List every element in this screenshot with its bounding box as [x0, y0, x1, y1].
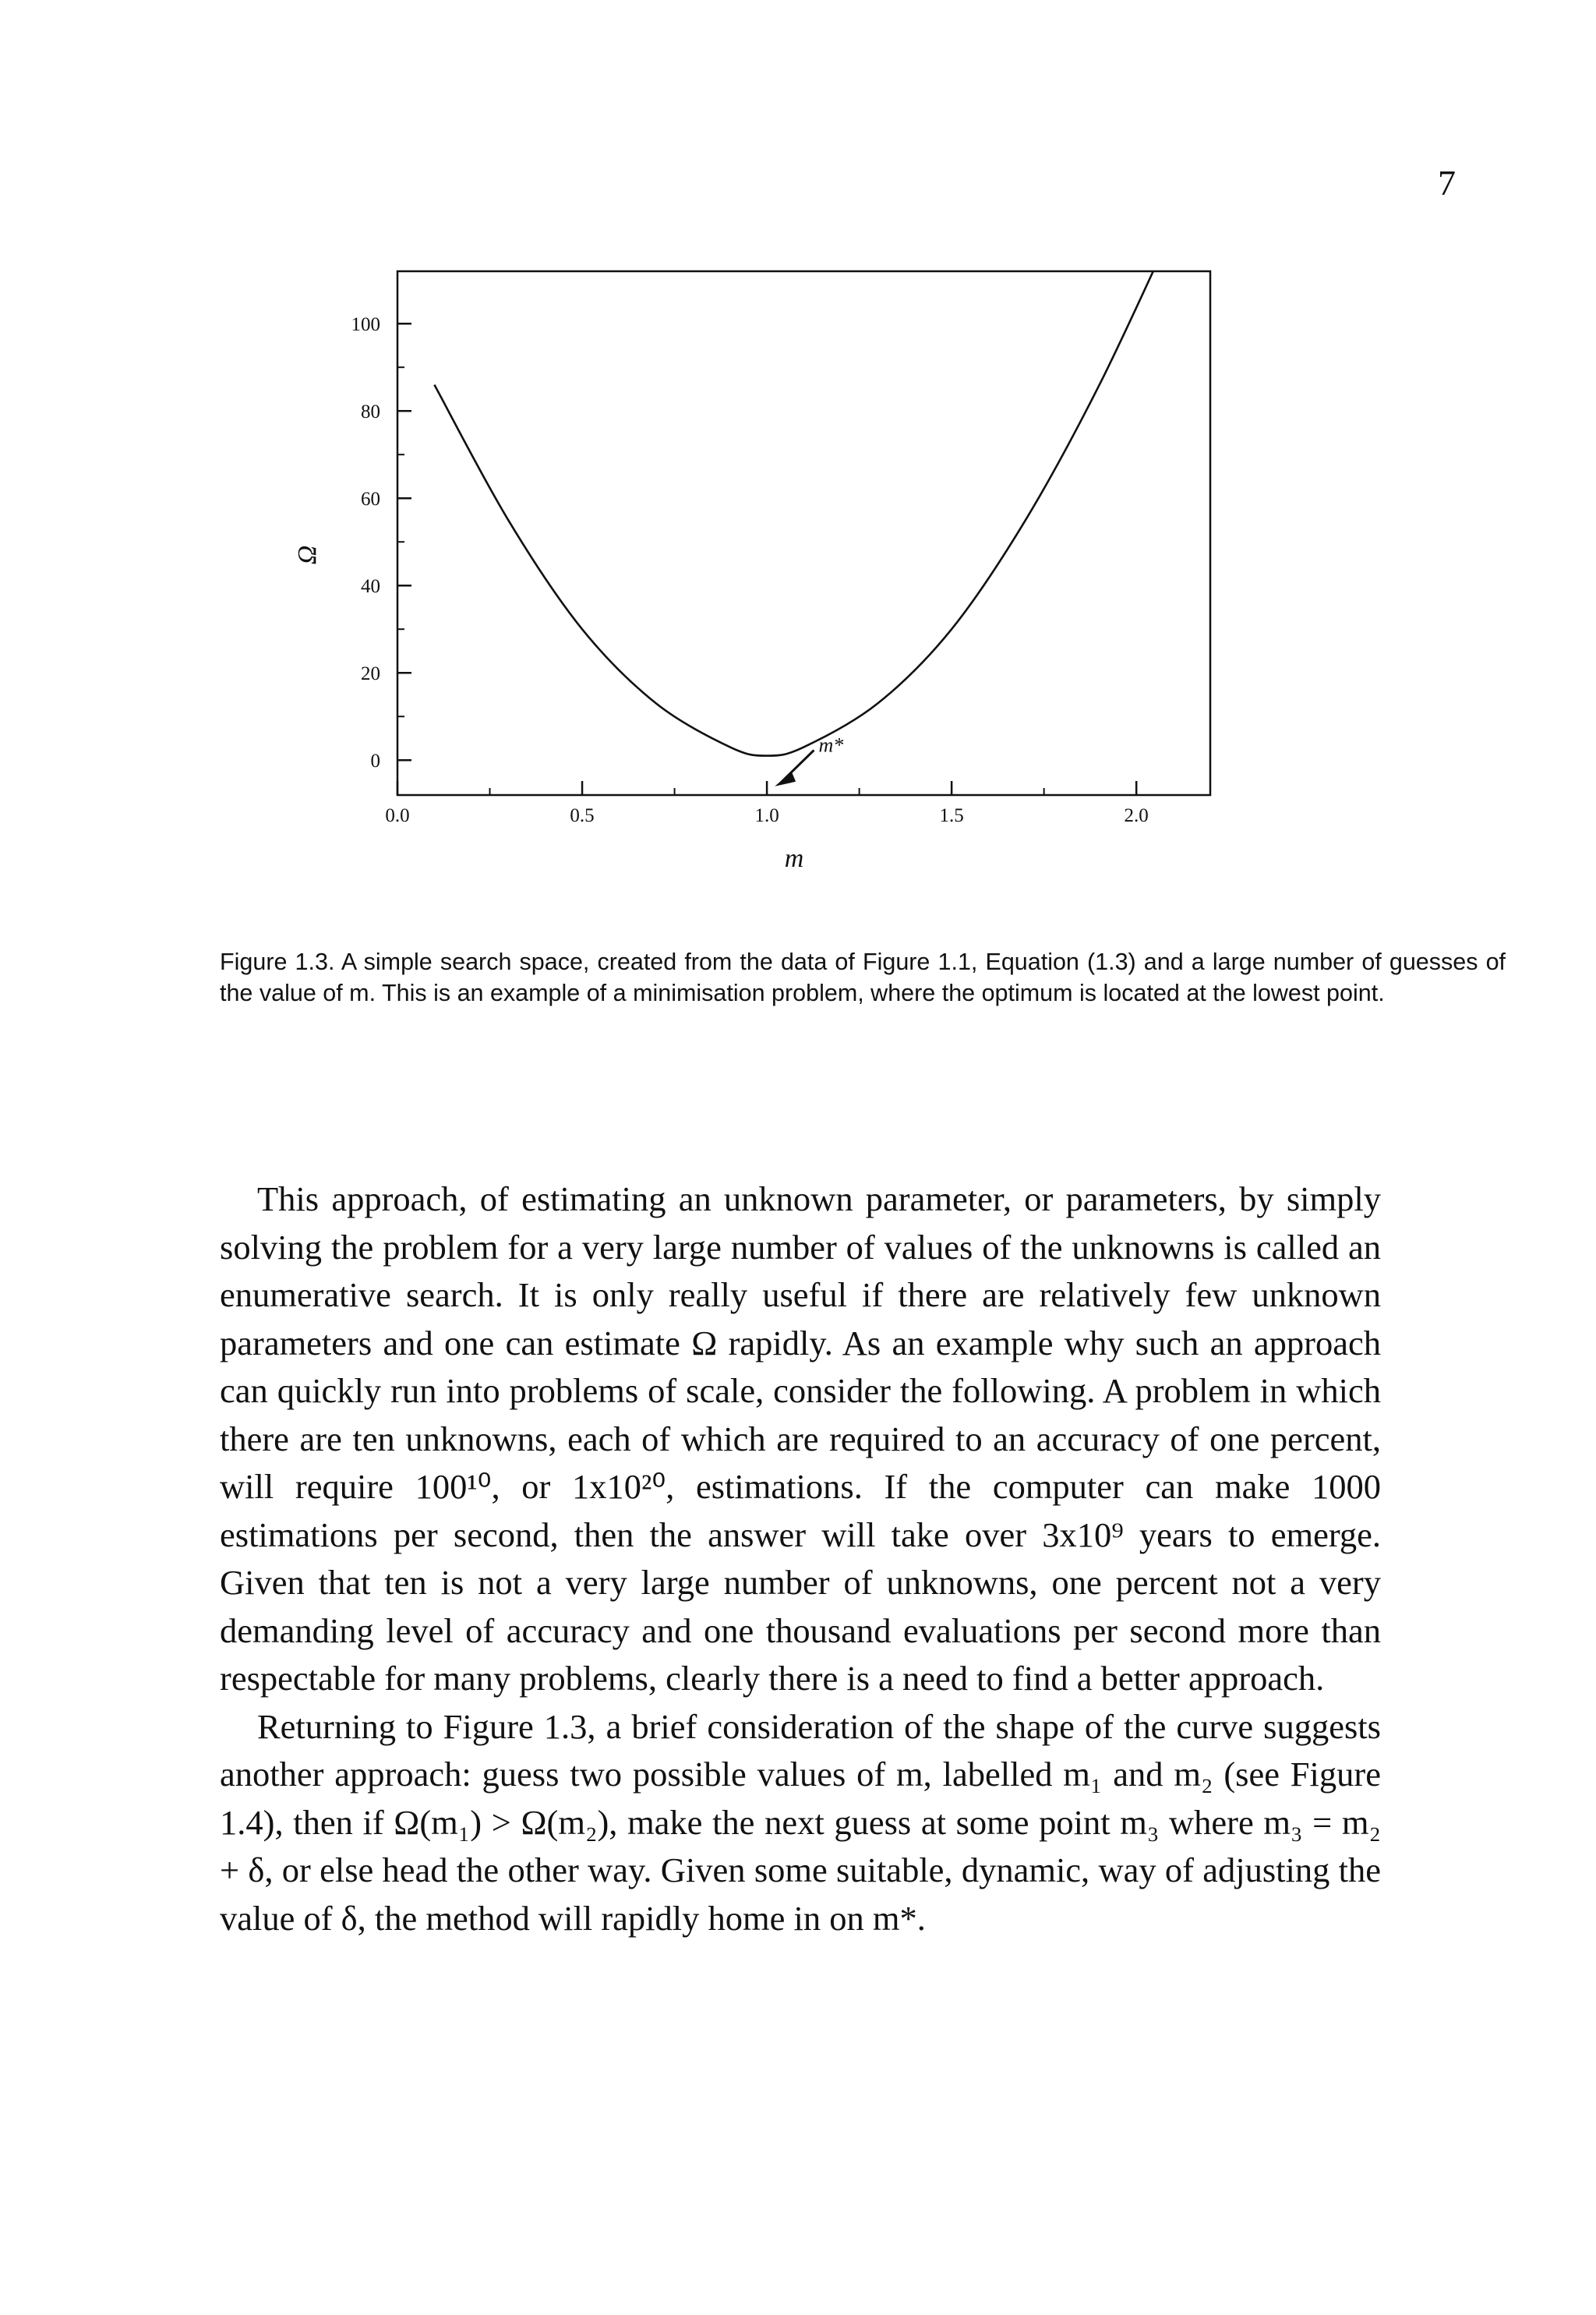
y-tick-label: 100 [351, 314, 380, 336]
y-tick-label: 80 [361, 401, 380, 423]
annotation-arrowhead [775, 772, 796, 786]
chart-marks [434, 228, 1173, 786]
x-axis-label: m [784, 844, 804, 873]
y-tick-label: 0 [370, 751, 380, 772]
x-tick-label: 2.0 [1124, 805, 1149, 826]
page-number: 7 [1438, 163, 1456, 203]
paragraph-1: This approach, of estimating an unknown parameter, or parameters, by simply solving the problem for a very large number of values of the unknowns is called an enumerative search. It is only really useful if there are relatively few unknown parameters and one can estimate Ω rapidly. As an example why such an approach can quickly run into problems of scale, consider the following. A problem in which there are ten unknowns, each of which are required to an accuracy of one percent, will require 100¹⁰, or 1x10²⁰, estimations. If the computer can make 1000 estimations per second, then the answer will take over 3x10⁹ years to emerge. Given that ten is not a very large number of unknowns, one percent not a very demanding level of accuracy and one thousand evaluations per second more than respectable for many problems, clearly there is a need to find a better approach. [220, 1179, 1381, 1698]
y-axis-label: Ω [293, 545, 322, 565]
plot-frame [397, 271, 1210, 795]
chart-axes [351, 271, 1211, 826]
x-tick-label: 1.5 [939, 805, 964, 826]
caption-text: A simple search space, created from the data of Figure 1.1, Equation (1.3) and a large number of guesses of the value of m. This is an example of a minimisation problem, where the optimum is located at the lowest point. [220, 949, 1506, 1006]
figure-caption [220, 946, 1506, 1009]
figure-chart [0, 0, 1596, 920]
x-tick-label: 0.0 [385, 805, 410, 826]
series-line [434, 228, 1173, 756]
x-tick-label: 1.0 [754, 805, 779, 826]
y-tick-label: 40 [361, 576, 380, 598]
y-tick-label: 20 [361, 663, 380, 685]
x-tick-label: 0.5 [570, 805, 595, 826]
annotation-label: m* [818, 733, 844, 757]
body-text [220, 1175, 1381, 1942]
y-tick-label: 60 [361, 489, 380, 511]
caption-label: Figure 1.3. [220, 949, 335, 975]
paragraph-2: Returning to Figure 1.3, a brief consideration of the shape of the curve suggests another approach: guess two possible values of m, labelled m₁ and m₂ (see Figure 1.4), then if Ω(m₁) > Ω(m₂), make the next guess at some point m₃ where m₃ = m₂ + δ, or else head the other way. Given some suitable, dynamic, way of adjusting the value of δ, the method will rapidly home in on m*. [220, 1706, 1381, 1938]
